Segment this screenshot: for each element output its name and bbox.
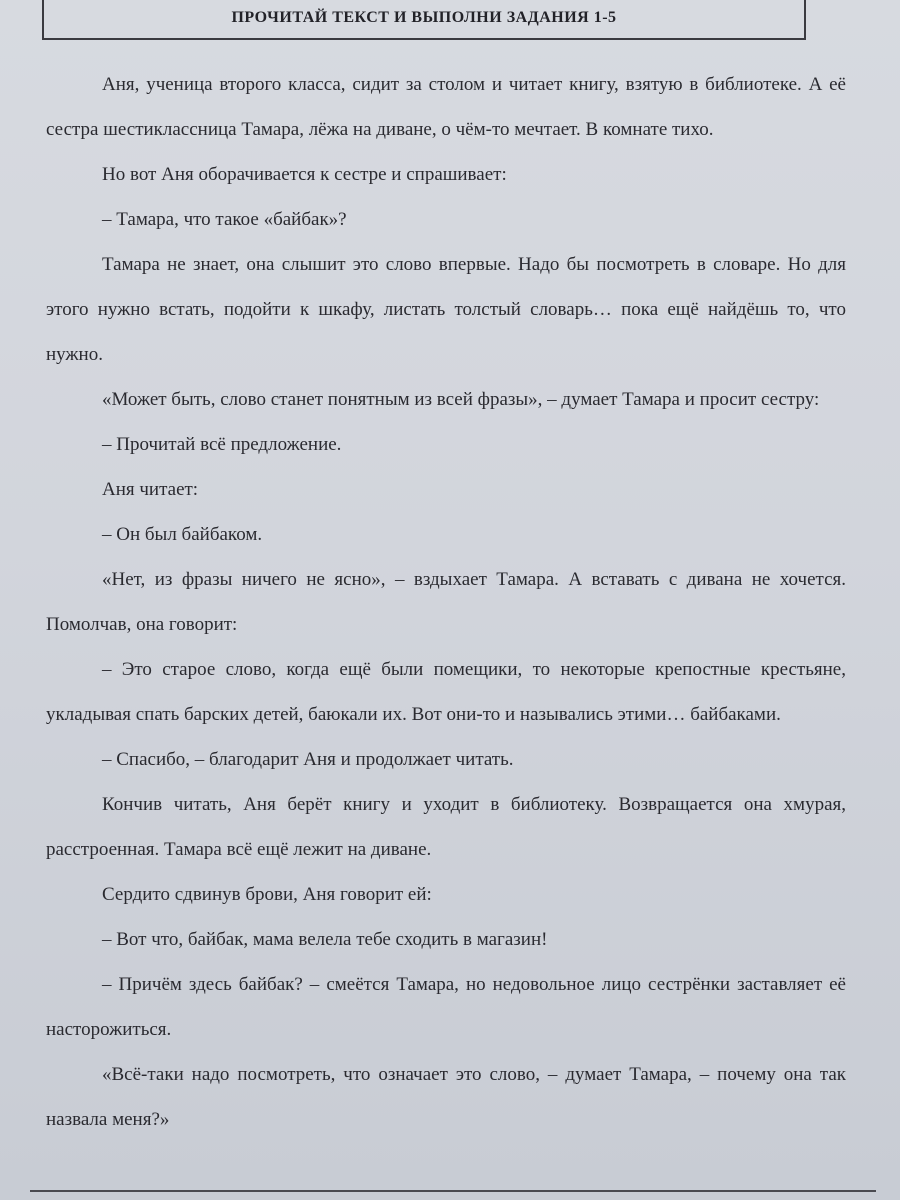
paragraph-1: Аня, ученица второго класса, сидит за столом и читает книгу, взятую в библиотеке. А её сестра шестиклассница Тамара, лёжа на диване, о чём-то мечтает. В комнате тихо.	[46, 74, 846, 140]
paragraph-5: «Может быть, слово станет понятным из всей фразы», – думает Тамара и просит сестру:	[102, 389, 820, 410]
paragraph-12: Кончив читать, Аня берёт книгу и уходит в библиотеку. Возвращается она хмурая, расстроенная. Тамара всё ещё лежит на диване.	[46, 794, 846, 860]
paragraph-6: – Прочитай всё предложение.	[102, 434, 342, 455]
paragraph-14: – Вот что, байбак, мама велела тебе сходить в магазин!	[102, 929, 548, 950]
paragraph-4: Тамара не знает, она слышит это слово впервые. Надо бы посмотреть в словаре. Но для этого нужно встать, подойти к шкафу, листать толстый словарь… пока ещё найдёшь то, что нужно.	[46, 254, 846, 365]
paragraph-15: – Причём здесь байбак? – смеётся Тамара, но недовольное лицо сестрёнки заставляет её насторожиться.	[46, 974, 846, 1040]
paragraph-10: – Это старое слово, когда ещё были помещики, то некоторые крепостные крестьяне, укладывая спать барских детей, баюкали их. Вот они-то и назывались этими… байбаками.	[46, 659, 846, 725]
paragraph-2: Но вот Аня оборачивается к сестре и спрашивает:	[102, 164, 507, 185]
story-text	[46, 62, 846, 1142]
paragraph-11: – Спасибо, – благодарит Аня и продолжает читать.	[102, 749, 514, 770]
paragraph-3: – Тамара, что такое «байбак»?	[102, 209, 347, 230]
paragraph-7: Аня читает:	[102, 479, 199, 500]
title-box	[42, 0, 806, 40]
paragraph-9: «Нет, из фразы ничего не ясно», – вздыхает Тамара. А вставать с дивана не хочется. Помолчав, она говорит:	[46, 569, 846, 635]
paragraph-16: «Всё-таки надо посмотреть, что означает это слово, – думает Тамара, – почему она так назвала меня?»	[46, 1064, 846, 1130]
bottom-rule	[30, 1190, 876, 1192]
page-title: ПРОЧИТАЙ ТЕКСТ И ВЫПОЛНИ ЗАДАНИЯ 1-5	[231, 9, 617, 26]
paragraph-8: – Он был байбаком.	[102, 524, 263, 545]
paragraph-13: Сердито сдвинув брови, Аня говорит ей:	[102, 884, 432, 905]
